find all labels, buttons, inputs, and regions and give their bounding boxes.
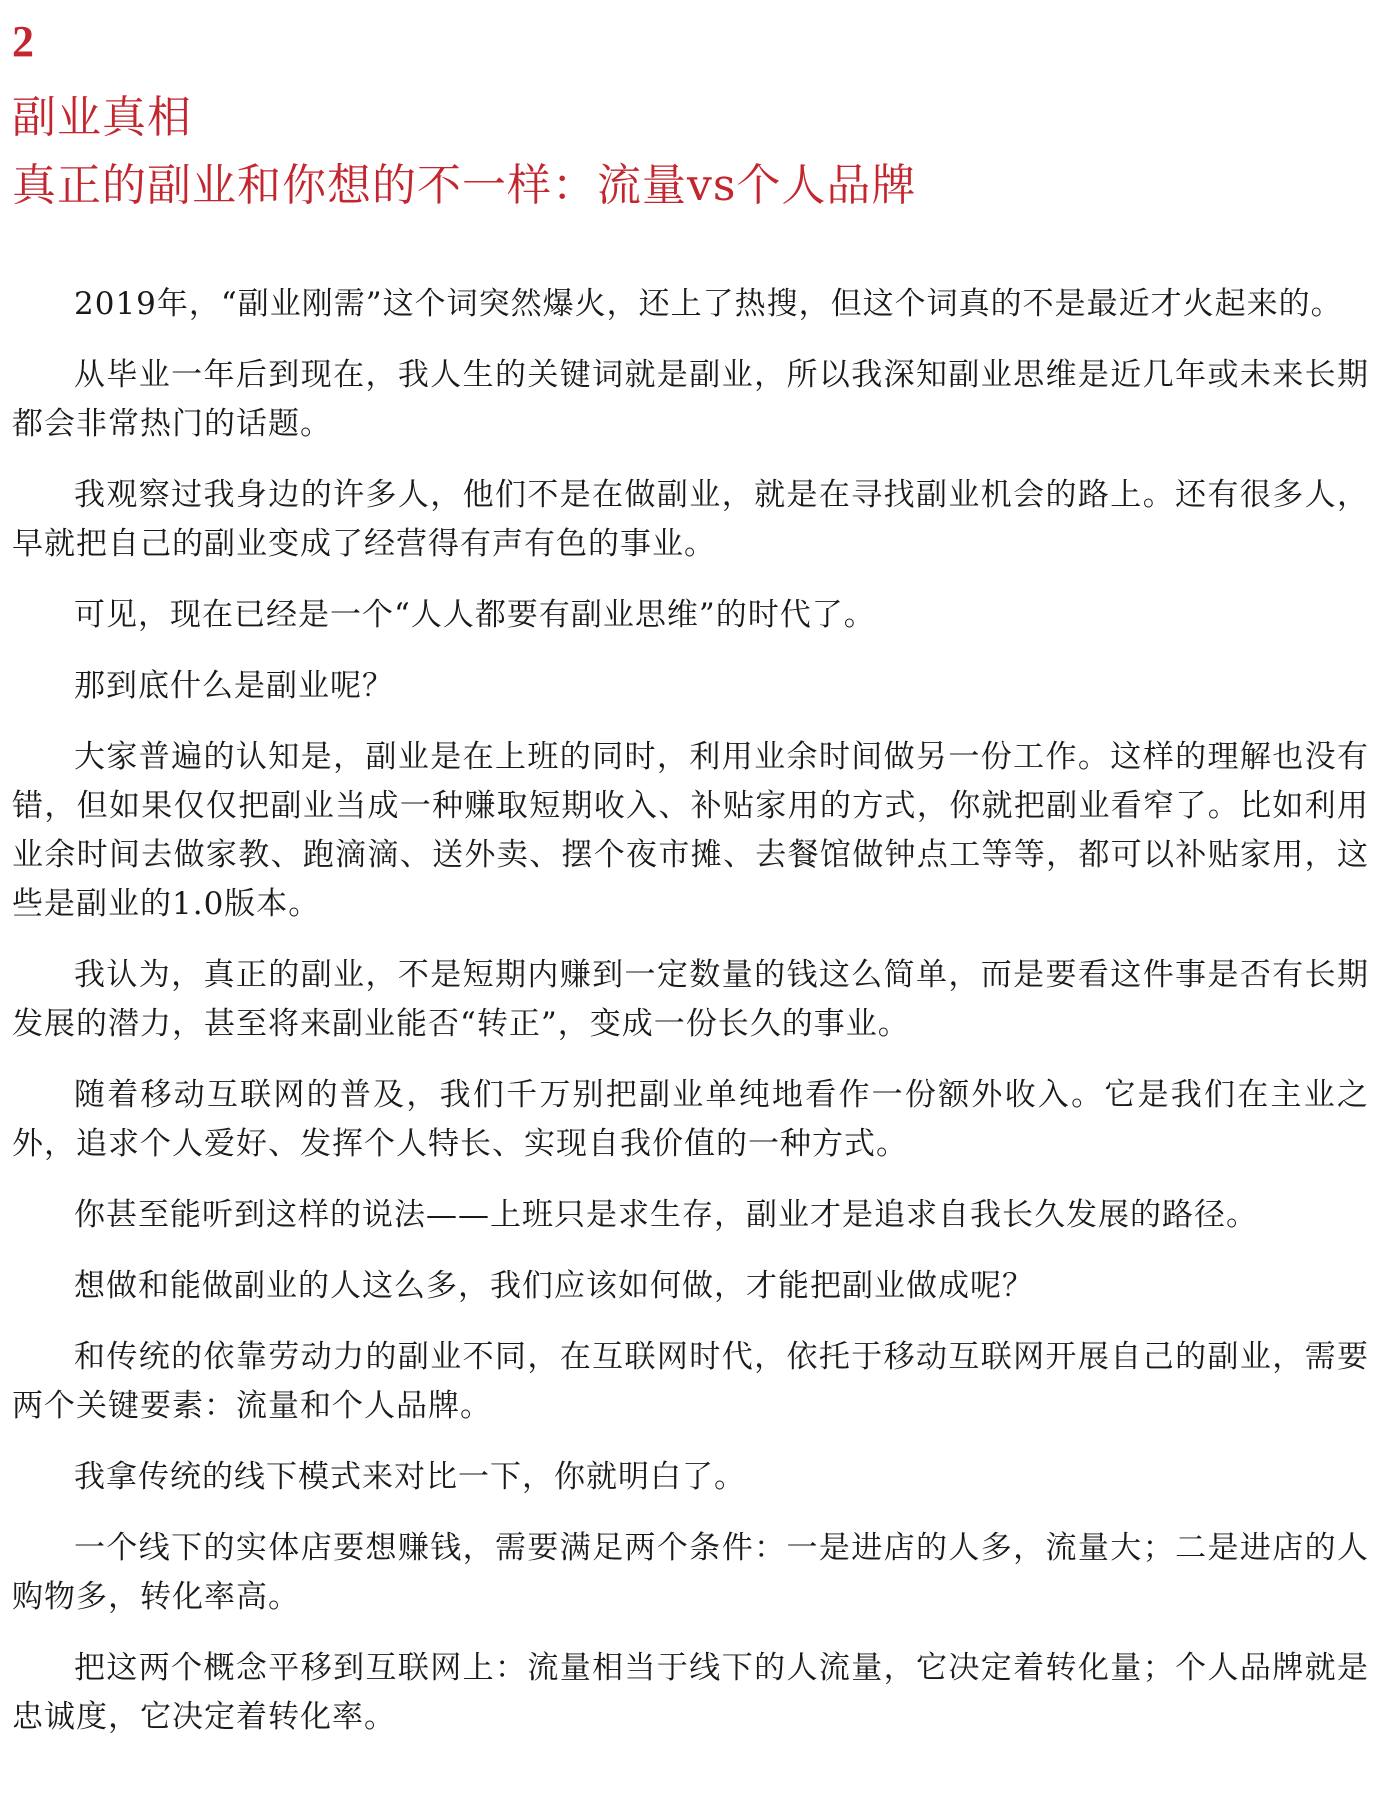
chapter-number: 2 [12,17,34,66]
paragraph: 想做和能做副业的人这么多，我们应该如何做，才能把副业做成呢？ [74,1268,1034,1305]
paragraph: 我拿传统的线下模式来对比一下，你就明白了。 [74,1459,746,1496]
paragraph: 随着移动互联网的普及，我们千万别把副业单纯地看作一份额外收入。它是我们在主业之外，追求个人爱好、发挥个人特长、实现自我价值的一种方式。 [12,1077,1369,1163]
body-text [12,280,1369,1742]
paragraph: 我观察过我身边的许多人，他们不是在做副业，就是在寻找副业机会的路上。还有很多人，早就把自己的副业变成了经营得有声有色的事业。 [12,477,1369,563]
paragraph: 从毕业一年后到现在，我人生的关键词就是副业，所以我深知副业思维是近几年或未来长期都会非常热门的话题。 [12,357,1369,443]
paragraph: 我认为，真正的副业，不是短期内赚到一定数量的钱这么简单，而是要看这件事是否有长期发展的潜力，甚至将来副业能否“转正”，变成一份长久的事业。 [12,957,1369,1043]
paragraph: 你甚至能听到这样的说法——上班只是求生存，副业才是追求自我长久发展的路径。 [74,1197,1258,1234]
chapter-title: 副业真相 [12,92,192,144]
paragraph: 大家普遍的认知是，副业是在上班的同时，利用业余时间做另一份工作。这样的理解也没有错，但如果仅仅把副业当成一种赚取短期收入、补贴家用的方式，你就把副业看窄了。比如利用业余时间去做家教、跑滴滴、送外卖、摆个夜市摊、去餐馆做钟点工等等，都可以补贴家用，这些是副业的1.0版本。 [12,739,1369,923]
paragraph: 一个线下的实体店要想赚钱，需要满足两个条件：一是进店的人多，流量大；二是进店的人购物多，转化率高。 [12,1530,1369,1616]
paragraph: 把这两个概念平移到互联网上：流量相当于线下的人流量，它决定着转化量；个人品牌就是忠诚度，它决定着转化率。 [12,1650,1369,1736]
chapter-subtitle: 真正的副业和你想的不一样：流量vs个人品牌 [12,160,917,212]
paragraph: 可见，现在已经是一个“人人都要有副业思维”的时代了。 [74,597,876,634]
paragraph: 和传统的依靠劳动力的副业不同，在互联网时代，依托于移动互联网开展自己的副业，需要两个关键要素：流量和个人品牌。 [12,1339,1369,1425]
paragraph: 那到底什么是副业呢？ [74,668,394,705]
paragraph: 2019年，“副业刚需”这个词突然爆火，还上了热搜，但这个词真的不是最近才火起来的。 [74,286,1343,323]
